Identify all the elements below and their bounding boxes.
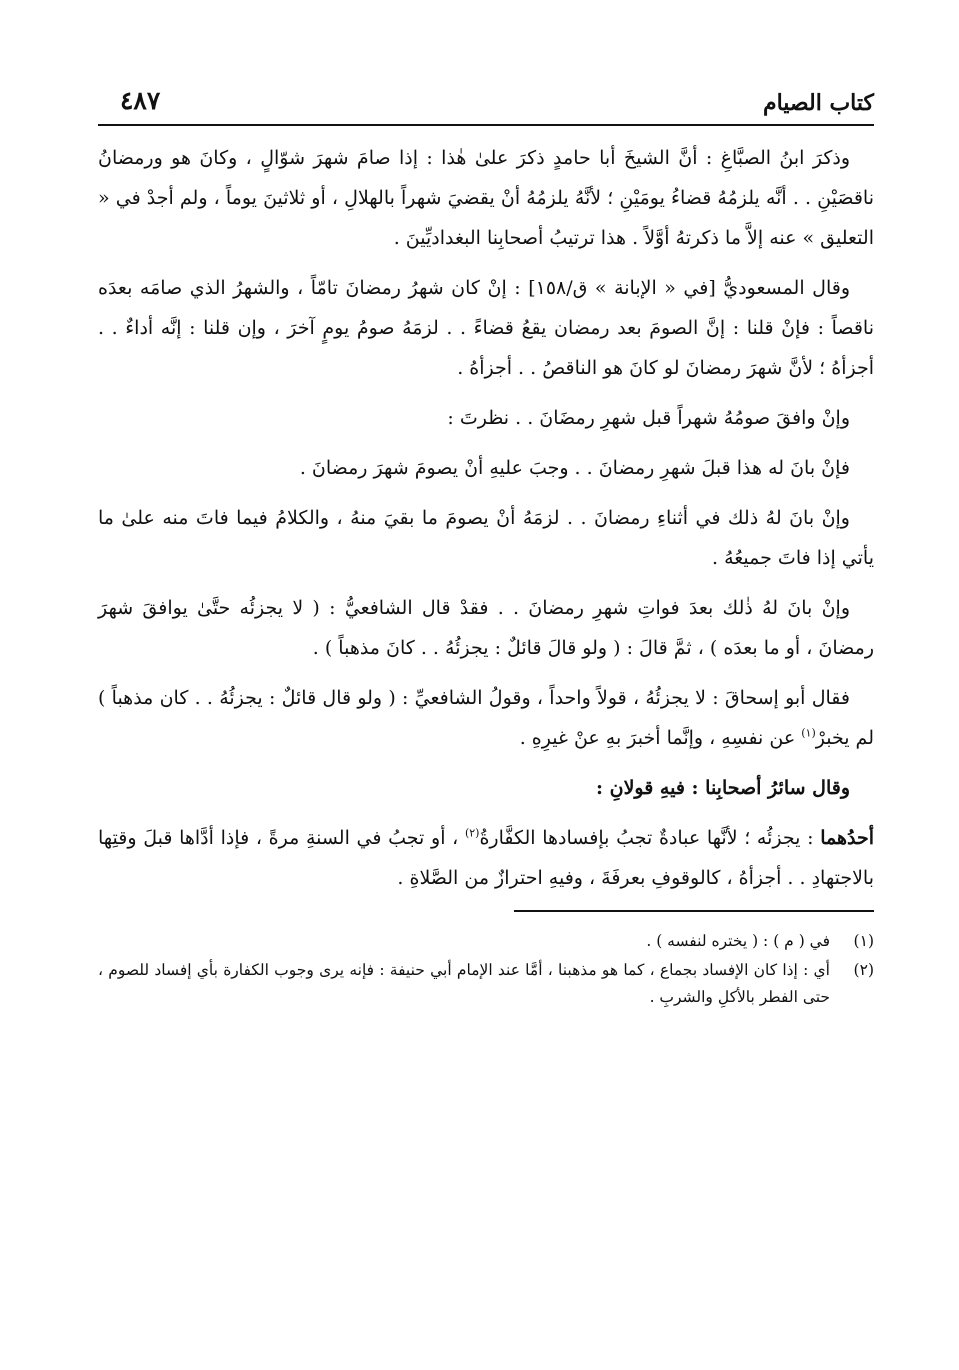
- paragraph-masudi: وقال المسعوديُّ [في « الإبانة » ق/١٥٨] : إنْ كان شهرُ رمضانَ تامّاً ، والشهرُ الذي صامَه بعدَه ناقصاً : فإنْ قلنا : إنَّ الصومَ بعد رمضان يقعُ قضاءً . . لزمَهُ صومُ يومٍ آخرَ ، وإن قلنا : إنَّه أداءٌ . . أجزأهُ ؛ لأنَّ شهرَ رمضانَ لو كانَ هو الناقصُ . . أجزأهُ .: [98, 277, 874, 379]
- first-opinion-text-after: ، أو تجبُ في السنةِ مرةً ، فإذا أدَّاها قبلَ وقتِها بالاجتهادِ . . أجزأهُ ، كالوقوفِ بعرفَةَ ، وفيهِ احترازٌ من الصَّلاةِ .: [98, 827, 874, 889]
- running-head: كتاب الصيام: [762, 90, 874, 116]
- footnote-text: أي : إذا كان الإفساد بجماع ، كما هو مذهبنا ، أمَّا عند الإمام أبي حنيفة : فإنه يرى وجوب الكفارة بأي إفساد للصوم ، حتى الفطر بالأكلِ والشربِ .: [98, 961, 830, 1006]
- footnote-divider: [514, 910, 874, 912]
- paragraph-known-before-ramadan: فإنْ بانَ له هذا قبلَ شهرِ رمضانَ . . وجبَ عليهِ أنْ يصومَ شهرَ رمضانَ .: [299, 457, 850, 479]
- footnote-marker: (١): [853, 932, 874, 950]
- footnotes: [98, 928, 874, 1011]
- footnote-reference-2[interactable]: (٢): [464, 826, 480, 840]
- paragraph-two-opinions: وقال سائرُ أصحابِنا : فيهِ قولانِ :: [595, 777, 850, 799]
- paragraph-before-ramadan: وإنْ وافقَ صومُهُ شهراً قبل شهرِ رمضَانَ . . نظرتَ :: [447, 407, 850, 429]
- paragraph-known-during-ramadan: وإنْ بانَ لهُ ذلك في أثناءِ رمضانَ . . لزمَهُ أنْ يصومَ ما بقيَ منهُ ، والكلامُ فيما فاتَ منه علىٰ ما يأتي إذا فاتَ جميعُهُ .: [98, 507, 874, 569]
- page-header: [98, 84, 874, 126]
- page-number: ٤٨٧: [120, 86, 161, 115]
- footnote-text: في ( م ) : ( يختره لنفسه ) .: [646, 932, 830, 950]
- paragraph-abu-ishaq: [98, 678, 874, 758]
- paragraph-abu-ishaq-text-after: عن نفسِهِ ، وإنَّما أخبرَ بهِ عنْ غيرِهِ .: [519, 727, 796, 749]
- main-text: [98, 138, 874, 898]
- paragraph-known-after-ramadan: وإنْ بانَ لهُ ذٰلك بعدَ فواتِ شهرِ رمضانَ . . فقدْ قال الشافعيُّ : ( لا يجزئُه حتَّىٰ يوافقَ شهرَ رمضانَ ، أو ما بعدَه ) ، ثمَّ قالَ : ( ولو قالَ قائلٌ : يجزئُهُ . . كانَ مذهباً ) .: [98, 597, 874, 659]
- paragraph-ibn-sabbagh: وذكرَ ابنُ الصبَّاغِ : أنَّ الشيخَ أبا حامدٍ ذكرَ علىٰ هٰذا : إذا صامَ شهرَ شوّالٍ ، وكانَ هو ورمضانُ ناقصَيْنِ . . أنَّه يلزمُهُ قضاءُ يومَيْنِ ؛ لأنَّهُ يلزمُهُ أنْ يقضيَ شهراً بالهلالِ ، أو ثلاثينَ يوماً ، ولم أجدْ في « التعليق » عنه إلاَّ ما ذكرتهُ أوَّلاً . هذا ترتيبُ أصحابِنا البغداديِّينَ .: [98, 147, 874, 249]
- footnote-marker: (٢): [853, 961, 874, 979]
- first-opinion-lead: أحدُهما: [820, 827, 874, 849]
- book-page: [98, 84, 874, 1304]
- footnote-reference-1[interactable]: (١): [801, 726, 816, 740]
- footnote-item: [98, 957, 874, 1011]
- paragraph-abu-ishaq-text-before: فقال أبو إسحاقَ : لا يجزئُهُ ، قولاً واحداً ، وقولُ الشافعيِّ : ( ولو قال قائلٌ : يجزئُهُ . . كان مذهباً ) لم يخبرْ: [98, 687, 874, 749]
- first-opinion-text-before: : يجزئُه ؛ لأنَّها عبادةٌ تجبُ بإفسادها الكفَّارةُ: [479, 827, 814, 849]
- paragraph-first-opinion: [98, 818, 874, 898]
- footnote-item: [98, 928, 874, 955]
